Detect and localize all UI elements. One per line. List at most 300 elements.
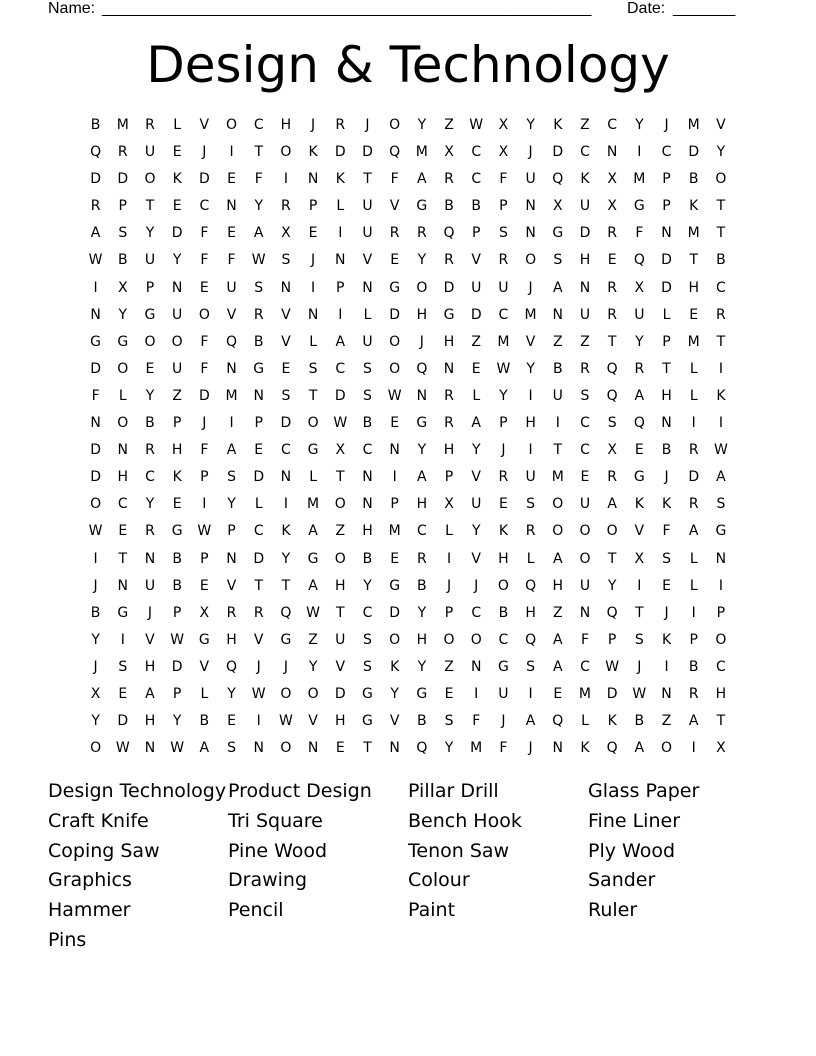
grid-letter[interactable]: O bbox=[117, 415, 129, 432]
grid-letter[interactable]: I bbox=[664, 658, 669, 675]
grid-letter[interactable]: M bbox=[307, 496, 320, 513]
grid-letter[interactable]: Y bbox=[607, 577, 617, 594]
grid-letter[interactable]: I bbox=[718, 415, 723, 432]
grid-letter[interactable]: D bbox=[117, 171, 129, 188]
grid-letter[interactable]: O bbox=[661, 740, 673, 757]
grid-letter[interactable]: P bbox=[227, 523, 236, 540]
grid-letter[interactable]: I bbox=[338, 306, 343, 323]
grid-letter[interactable]: J bbox=[202, 144, 207, 161]
grid-letter[interactable]: Q bbox=[606, 360, 618, 377]
grid-letter[interactable]: I bbox=[283, 496, 288, 513]
grid-letter[interactable]: V bbox=[308, 713, 318, 730]
grid-letter[interactable]: L bbox=[200, 685, 209, 702]
grid-letter[interactable]: Z bbox=[335, 523, 346, 540]
grid-letter[interactable]: U bbox=[498, 279, 509, 296]
grid-letter[interactable]: D bbox=[443, 279, 455, 296]
grid-letter[interactable]: D bbox=[253, 469, 265, 486]
grid-letter[interactable]: U bbox=[634, 306, 645, 323]
grid-letter[interactable]: I bbox=[637, 577, 642, 594]
grid-letter[interactable]: U bbox=[362, 333, 373, 350]
grid-letter[interactable]: S bbox=[281, 252, 291, 269]
grid-letter[interactable]: L bbox=[254, 496, 263, 513]
grid-letter[interactable]: G bbox=[389, 279, 401, 296]
grid-letter[interactable]: M bbox=[225, 387, 238, 404]
grid-letter[interactable]: T bbox=[662, 360, 671, 377]
grid-letter[interactable]: Z bbox=[172, 387, 182, 404]
grid-letter[interactable]: G bbox=[117, 604, 129, 621]
grid-letter[interactable]: X bbox=[199, 604, 210, 621]
grid-letter[interactable]: Y bbox=[363, 577, 372, 594]
grid-letter[interactable]: J bbox=[446, 577, 452, 594]
grid-letter[interactable]: C bbox=[661, 144, 672, 161]
grid-letter[interactable]: O bbox=[334, 550, 346, 567]
grid-letter[interactable]: I bbox=[446, 550, 452, 567]
grid-letter[interactable]: R bbox=[90, 198, 101, 215]
grid-letter[interactable]: O bbox=[715, 171, 727, 188]
grid-letter[interactable]: U bbox=[525, 469, 536, 486]
grid-letter[interactable]: D bbox=[389, 604, 401, 621]
grid-letter[interactable]: O bbox=[280, 685, 292, 702]
grid-letter[interactable]: G bbox=[633, 469, 645, 486]
grid-letter[interactable]: Q bbox=[606, 387, 618, 404]
grid-letter[interactable]: F bbox=[200, 360, 209, 377]
grid-letter[interactable]: L bbox=[472, 387, 481, 404]
grid-letter[interactable]: L bbox=[118, 387, 127, 404]
grid-letter[interactable]: B bbox=[471, 198, 482, 215]
grid-letter[interactable]: J bbox=[283, 658, 288, 675]
grid-letter[interactable]: R bbox=[444, 171, 454, 188]
grid-letter[interactable]: Y bbox=[227, 496, 236, 513]
grid-letter[interactable]: H bbox=[688, 279, 699, 296]
grid-letter[interactable]: I bbox=[93, 279, 98, 296]
grid-letter[interactable]: D bbox=[362, 144, 373, 161]
grid-letter[interactable]: I bbox=[637, 144, 642, 161]
grid-letter[interactable]: L bbox=[309, 333, 317, 350]
grid-letter[interactable]: N bbox=[579, 279, 591, 296]
grid-letter[interactable]: V bbox=[199, 658, 210, 675]
grid-letter[interactable]: T bbox=[716, 225, 726, 242]
grid-letter[interactable]: O bbox=[117, 360, 129, 377]
grid-letter[interactable]: D bbox=[280, 415, 292, 432]
grid-letter[interactable]: R bbox=[525, 523, 536, 540]
grid-letter[interactable]: D bbox=[688, 144, 700, 161]
grid-letter[interactable]: J bbox=[637, 658, 642, 675]
grid-letter[interactable]: D bbox=[90, 171, 101, 188]
grid-letter[interactable]: G bbox=[144, 306, 156, 323]
grid-letter[interactable]: N bbox=[307, 306, 319, 323]
grid-letter[interactable]: N bbox=[90, 306, 101, 323]
grid-letter[interactable]: N bbox=[389, 740, 400, 757]
grid-letter[interactable]: Q bbox=[226, 658, 238, 675]
grid-letter[interactable]: T bbox=[118, 550, 128, 567]
grid-letter[interactable]: S bbox=[607, 415, 617, 432]
grid-letter[interactable]: O bbox=[144, 333, 156, 350]
grid-letter[interactable]: S bbox=[227, 469, 236, 486]
grid-letter[interactable]: Q bbox=[416, 740, 428, 757]
grid-letter[interactable]: C bbox=[471, 604, 482, 621]
grid-letter[interactable]: X bbox=[552, 198, 563, 215]
grid-letter[interactable]: P bbox=[172, 685, 182, 702]
grid-letter[interactable]: T bbox=[145, 198, 155, 215]
grid-letter[interactable]: G bbox=[90, 333, 102, 350]
grid-letter[interactable]: Y bbox=[118, 306, 128, 323]
grid-letter[interactable]: B bbox=[145, 415, 155, 432]
grid-letter[interactable]: U bbox=[579, 198, 591, 215]
grid-letter[interactable]: E bbox=[390, 252, 400, 269]
grid-letter[interactable]: F bbox=[91, 387, 100, 404]
grid-letter[interactable]: Q bbox=[552, 713, 564, 730]
grid-letter[interactable]: V bbox=[226, 306, 237, 323]
grid-letter[interactable]: M bbox=[470, 740, 483, 757]
grid-letter[interactable]: G bbox=[416, 198, 428, 215]
grid-letter[interactable]: P bbox=[607, 631, 617, 648]
grid-letter[interactable]: X bbox=[498, 117, 509, 133]
grid-letter[interactable]: O bbox=[280, 740, 292, 757]
grid-letter[interactable]: G bbox=[552, 225, 564, 242]
grid-letter[interactable]: V bbox=[362, 252, 373, 269]
grid-letter[interactable]: E bbox=[662, 577, 671, 594]
grid-letter[interactable]: H bbox=[144, 713, 156, 730]
grid-letter[interactable]: W bbox=[88, 252, 103, 269]
grid-letter[interactable]: I bbox=[120, 631, 125, 648]
grid-letter[interactable]: P bbox=[716, 604, 726, 621]
grid-letter[interactable]: C bbox=[580, 144, 590, 161]
grid-letter[interactable]: W bbox=[251, 252, 266, 269]
grid-letter[interactable]: J bbox=[202, 415, 207, 432]
grid-letter[interactable]: H bbox=[280, 117, 292, 133]
grid-letter[interactable]: N bbox=[307, 740, 319, 757]
grid-letter[interactable]: U bbox=[172, 360, 183, 377]
grid-letter[interactable]: I bbox=[93, 550, 98, 567]
grid-letter[interactable]: U bbox=[335, 631, 346, 648]
grid-letter[interactable]: B bbox=[117, 252, 128, 269]
grid-letter[interactable]: I bbox=[528, 685, 533, 702]
grid-letter[interactable]: I bbox=[202, 496, 207, 513]
grid-letter[interactable]: B bbox=[552, 360, 563, 377]
grid-letter[interactable]: X bbox=[444, 144, 454, 161]
grid-letter[interactable]: I bbox=[229, 415, 234, 432]
grid-letter[interactable]: N bbox=[552, 740, 564, 757]
grid-letter[interactable]: C bbox=[716, 658, 726, 675]
grid-letter[interactable]: E bbox=[471, 360, 481, 377]
grid-letter[interactable]: H bbox=[416, 306, 428, 323]
grid-letter[interactable]: C bbox=[335, 360, 346, 377]
grid-letter[interactable]: W bbox=[605, 658, 620, 675]
grid-letter[interactable]: D bbox=[171, 225, 183, 242]
grid-letter[interactable]: J bbox=[528, 144, 533, 161]
grid-letter[interactable]: N bbox=[226, 550, 237, 567]
grid-letter[interactable]: O bbox=[90, 496, 102, 513]
grid-letter[interactable]: Y bbox=[145, 387, 155, 404]
grid-letter[interactable]: A bbox=[716, 469, 726, 486]
grid-letter[interactable]: E bbox=[498, 496, 508, 513]
grid-letter[interactable]: T bbox=[635, 604, 644, 621]
grid-letter[interactable]: H bbox=[171, 442, 183, 459]
grid-letter[interactable]: P bbox=[390, 496, 399, 513]
grid-letter[interactable]: J bbox=[501, 442, 506, 459]
grid-letter[interactable]: R bbox=[117, 144, 128, 161]
grid-letter[interactable]: V bbox=[634, 523, 645, 540]
grid-letter[interactable]: C bbox=[716, 279, 726, 296]
grid-letter[interactable]: V bbox=[389, 713, 400, 730]
grid-letter[interactable]: G bbox=[633, 198, 645, 215]
grid-letter[interactable]: C bbox=[471, 144, 482, 161]
grid-letter[interactable]: P bbox=[172, 604, 182, 621]
grid-letter[interactable]: S bbox=[118, 658, 128, 675]
grid-letter[interactable]: K bbox=[716, 387, 726, 404]
grid-letter[interactable]: Q bbox=[606, 740, 618, 757]
grid-letter[interactable]: A bbox=[688, 713, 699, 730]
grid-letter[interactable]: I bbox=[392, 469, 397, 486]
grid-letter[interactable]: O bbox=[715, 631, 727, 648]
grid-letter[interactable]: N bbox=[362, 469, 373, 486]
grid-letter[interactable]: I bbox=[474, 685, 479, 702]
grid-letter[interactable]: Y bbox=[145, 225, 155, 242]
grid-letter[interactable]: B bbox=[417, 577, 427, 594]
grid-letter[interactable]: H bbox=[525, 604, 536, 621]
grid-letter[interactable]: Z bbox=[471, 333, 482, 350]
grid-letter[interactable]: T bbox=[716, 198, 726, 215]
grid-letter[interactable]: N bbox=[144, 740, 156, 757]
grid-letter[interactable]: J bbox=[93, 577, 98, 594]
grid-letter[interactable]: R bbox=[444, 415, 454, 432]
grid-letter[interactable]: E bbox=[172, 496, 182, 513]
grid-letter[interactable]: P bbox=[662, 171, 671, 188]
grid-letter[interactable]: R bbox=[444, 387, 454, 404]
grid-letter[interactable]: J bbox=[365, 117, 370, 133]
grid-letter[interactable]: E bbox=[689, 306, 699, 323]
grid-letter[interactable]: E bbox=[444, 685, 454, 702]
grid-letter[interactable]: R bbox=[145, 523, 155, 540]
grid-letter[interactable]: F bbox=[200, 252, 209, 269]
grid-letter[interactable]: E bbox=[254, 442, 264, 459]
grid-letter[interactable]: P bbox=[499, 415, 508, 432]
grid-letter[interactable]: N bbox=[253, 387, 264, 404]
grid-letter[interactable]: N bbox=[416, 387, 428, 404]
grid-letter[interactable]: I bbox=[555, 415, 560, 432]
grid-letter[interactable]: B bbox=[634, 713, 645, 730]
grid-letter[interactable]: V bbox=[335, 658, 346, 675]
grid-letter[interactable]: O bbox=[171, 333, 183, 350]
grid-letter[interactable]: Y bbox=[635, 117, 644, 133]
grid-letter[interactable]: D bbox=[253, 550, 265, 567]
grid-letter[interactable]: L bbox=[581, 713, 589, 730]
grid-letter[interactable]: C bbox=[362, 442, 373, 459]
grid-letter[interactable]: U bbox=[525, 171, 536, 188]
grid-letter[interactable]: F bbox=[227, 252, 236, 269]
grid-letter[interactable]: M bbox=[687, 117, 700, 133]
grid-letter[interactable]: C bbox=[498, 306, 509, 323]
grid-letter[interactable]: V bbox=[716, 117, 726, 133]
grid-letter[interactable]: X bbox=[498, 144, 509, 161]
grid-letter[interactable]: K bbox=[281, 523, 291, 540]
grid-letter[interactable]: D bbox=[171, 658, 183, 675]
grid-letter[interactable]: U bbox=[579, 496, 591, 513]
grid-letter[interactable]: K bbox=[335, 171, 345, 188]
grid-letter[interactable]: F bbox=[635, 225, 644, 242]
grid-letter[interactable]: L bbox=[689, 577, 698, 594]
grid-letter[interactable]: M bbox=[116, 117, 129, 133]
grid-letter[interactable]: N bbox=[525, 225, 536, 242]
grid-letter[interactable]: R bbox=[416, 225, 427, 242]
grid-letter[interactable]: U bbox=[144, 144, 156, 161]
grid-letter[interactable]: C bbox=[253, 117, 264, 133]
grid-letter[interactable]: W bbox=[333, 415, 348, 432]
grid-letter[interactable]: E bbox=[145, 360, 155, 377]
grid-letter[interactable]: E bbox=[580, 469, 590, 486]
grid-letter[interactable]: Y bbox=[526, 117, 535, 133]
grid-letter[interactable]: J bbox=[501, 713, 506, 730]
grid-letter[interactable]: R bbox=[688, 496, 699, 513]
grid-letter[interactable]: Y bbox=[417, 117, 427, 133]
grid-letter[interactable]: Q bbox=[416, 360, 428, 377]
grid-letter[interactable]: M bbox=[388, 523, 401, 540]
grid-letter[interactable]: N bbox=[226, 360, 237, 377]
grid-letter[interactable]: Q bbox=[633, 252, 645, 269]
grid-letter[interactable]: B bbox=[199, 713, 210, 730]
grid-letter[interactable]: A bbox=[607, 496, 617, 513]
grid-letter[interactable]: D bbox=[198, 387, 210, 404]
grid-letter[interactable]: O bbox=[443, 631, 455, 648]
grid-letter[interactable]: K bbox=[634, 496, 644, 513]
grid-letter[interactable]: A bbox=[199, 740, 210, 757]
grid-letter[interactable]: K bbox=[661, 631, 672, 648]
grid-letter[interactable]: G bbox=[198, 631, 210, 648]
grid-letter[interactable]: S bbox=[118, 225, 128, 242]
grid-letter[interactable]: M bbox=[524, 306, 537, 323]
grid-letter[interactable]: T bbox=[363, 171, 372, 188]
grid-letter[interactable]: T bbox=[716, 333, 726, 350]
grid-letter[interactable]: Q bbox=[552, 171, 564, 188]
grid-letter[interactable]: L bbox=[336, 198, 345, 215]
grid-letter[interactable]: P bbox=[118, 198, 127, 215]
grid-letter[interactable]: C bbox=[580, 415, 590, 432]
grid-letter[interactable]: P bbox=[689, 631, 698, 648]
grid-letter[interactable]: T bbox=[336, 604, 345, 621]
grid-letter[interactable]: S bbox=[716, 496, 726, 513]
grid-letter[interactable]: T bbox=[553, 442, 563, 459]
grid-letter[interactable]: R bbox=[389, 225, 400, 242]
grid-letter[interactable]: B bbox=[716, 252, 726, 269]
grid-letter[interactable]: B bbox=[90, 117, 101, 133]
grid-letter[interactable]: S bbox=[254, 279, 264, 296]
grid-letter[interactable]: K bbox=[580, 171, 590, 188]
grid-letter[interactable]: L bbox=[689, 387, 698, 404]
grid-letter[interactable]: B bbox=[90, 604, 101, 621]
grid-letter[interactable]: E bbox=[172, 198, 182, 215]
grid-letter[interactable]: X bbox=[607, 442, 617, 459]
grid-letter[interactable]: V bbox=[471, 252, 481, 269]
grid-letter[interactable]: V bbox=[389, 198, 400, 215]
grid-letter[interactable]: T bbox=[716, 713, 726, 730]
grid-letter[interactable]: F bbox=[580, 631, 589, 648]
grid-letter[interactable]: B bbox=[172, 577, 182, 594]
grid-letter[interactable]: K bbox=[308, 144, 318, 161]
grid-letter[interactable]: O bbox=[389, 117, 401, 133]
grid-letter[interactable]: L bbox=[526, 550, 535, 567]
grid-letter[interactable]: J bbox=[256, 658, 261, 675]
grid-letter[interactable]: Y bbox=[91, 713, 100, 730]
grid-letter[interactable]: S bbox=[444, 713, 454, 730]
grid-letter[interactable]: I bbox=[691, 604, 696, 621]
grid-letter[interactable]: H bbox=[144, 658, 156, 675]
grid-letter[interactable]: O bbox=[579, 550, 591, 567]
grid-letter[interactable]: D bbox=[117, 713, 129, 730]
grid-letter[interactable]: E bbox=[227, 713, 236, 730]
grid-letter[interactable]: X bbox=[335, 442, 346, 459]
grid-letter[interactable]: Y bbox=[390, 685, 399, 702]
grid-letter[interactable]: P bbox=[336, 279, 345, 296]
grid-letter[interactable]: H bbox=[416, 631, 428, 648]
grid-letter[interactable]: Q bbox=[443, 225, 455, 242]
grid-letter[interactable]: R bbox=[335, 117, 346, 133]
grid-letter[interactable]: O bbox=[307, 415, 319, 432]
grid-letter[interactable]: A bbox=[525, 713, 536, 730]
grid-letter[interactable]: R bbox=[498, 252, 509, 269]
grid-letter[interactable]: E bbox=[172, 144, 182, 161]
grid-letter[interactable]: J bbox=[528, 740, 533, 757]
grid-letter[interactable]: N bbox=[661, 225, 672, 242]
grid-letter[interactable]: U bbox=[144, 252, 156, 269]
grid-letter[interactable]: C bbox=[281, 442, 291, 459]
grid-letter[interactable]: N bbox=[280, 279, 292, 296]
grid-letter[interactable]: E bbox=[199, 577, 209, 594]
grid-letter[interactable]: G bbox=[253, 360, 265, 377]
grid-letter[interactable]: E bbox=[553, 685, 563, 702]
grid-letter[interactable]: I bbox=[718, 360, 723, 377]
grid-letter[interactable]: D bbox=[470, 306, 482, 323]
grid-letter[interactable]: W bbox=[496, 360, 511, 377]
grid-letter[interactable]: E bbox=[634, 442, 644, 459]
grid-letter[interactable]: J bbox=[147, 604, 153, 621]
grid-letter[interactable]: J bbox=[664, 604, 669, 621]
grid-letter[interactable]: E bbox=[335, 740, 345, 757]
grid-letter[interactable]: H bbox=[117, 469, 129, 486]
grid-letter[interactable]: R bbox=[688, 685, 699, 702]
grid-letter[interactable]: T bbox=[607, 550, 617, 567]
grid-letter[interactable]: H bbox=[443, 442, 455, 459]
grid-letter[interactable]: E bbox=[390, 550, 400, 567]
grid-letter[interactable]: U bbox=[226, 279, 237, 296]
grid-letter[interactable]: B bbox=[661, 442, 672, 459]
grid-letter[interactable]: C bbox=[199, 198, 210, 215]
grid-letter[interactable]: R bbox=[281, 198, 291, 215]
grid-letter[interactable]: A bbox=[552, 658, 563, 675]
grid-letter[interactable]: J bbox=[664, 469, 669, 486]
grid-letter[interactable]: L bbox=[363, 306, 372, 323]
grid-letter[interactable]: E bbox=[607, 252, 617, 269]
grid-letter[interactable]: S bbox=[363, 631, 372, 648]
grid-letter[interactable]: I bbox=[718, 577, 723, 594]
grid-letter[interactable]: I bbox=[528, 442, 533, 459]
grid-letter[interactable]: H bbox=[226, 631, 237, 648]
grid-letter[interactable]: C bbox=[362, 604, 373, 621]
grid-letter[interactable]: L bbox=[309, 469, 317, 486]
grid-letter[interactable]: M bbox=[415, 144, 428, 161]
grid-letter[interactable]: S bbox=[634, 631, 644, 648]
grid-letter[interactable]: Q bbox=[280, 604, 292, 621]
grid-letter[interactable]: V bbox=[226, 577, 237, 594]
grid-letter[interactable]: R bbox=[145, 442, 155, 459]
grid-letter[interactable]: U bbox=[498, 685, 509, 702]
grid-letter[interactable]: O bbox=[579, 523, 591, 540]
grid-letter[interactable]: N bbox=[552, 306, 564, 323]
grid-letter[interactable]: J bbox=[664, 117, 669, 133]
grid-letter[interactable]: S bbox=[662, 550, 671, 567]
grid-letter[interactable]: A bbox=[90, 225, 101, 242]
grid-letter[interactable]: P bbox=[499, 198, 508, 215]
grid-letter[interactable]: W bbox=[387, 387, 402, 404]
